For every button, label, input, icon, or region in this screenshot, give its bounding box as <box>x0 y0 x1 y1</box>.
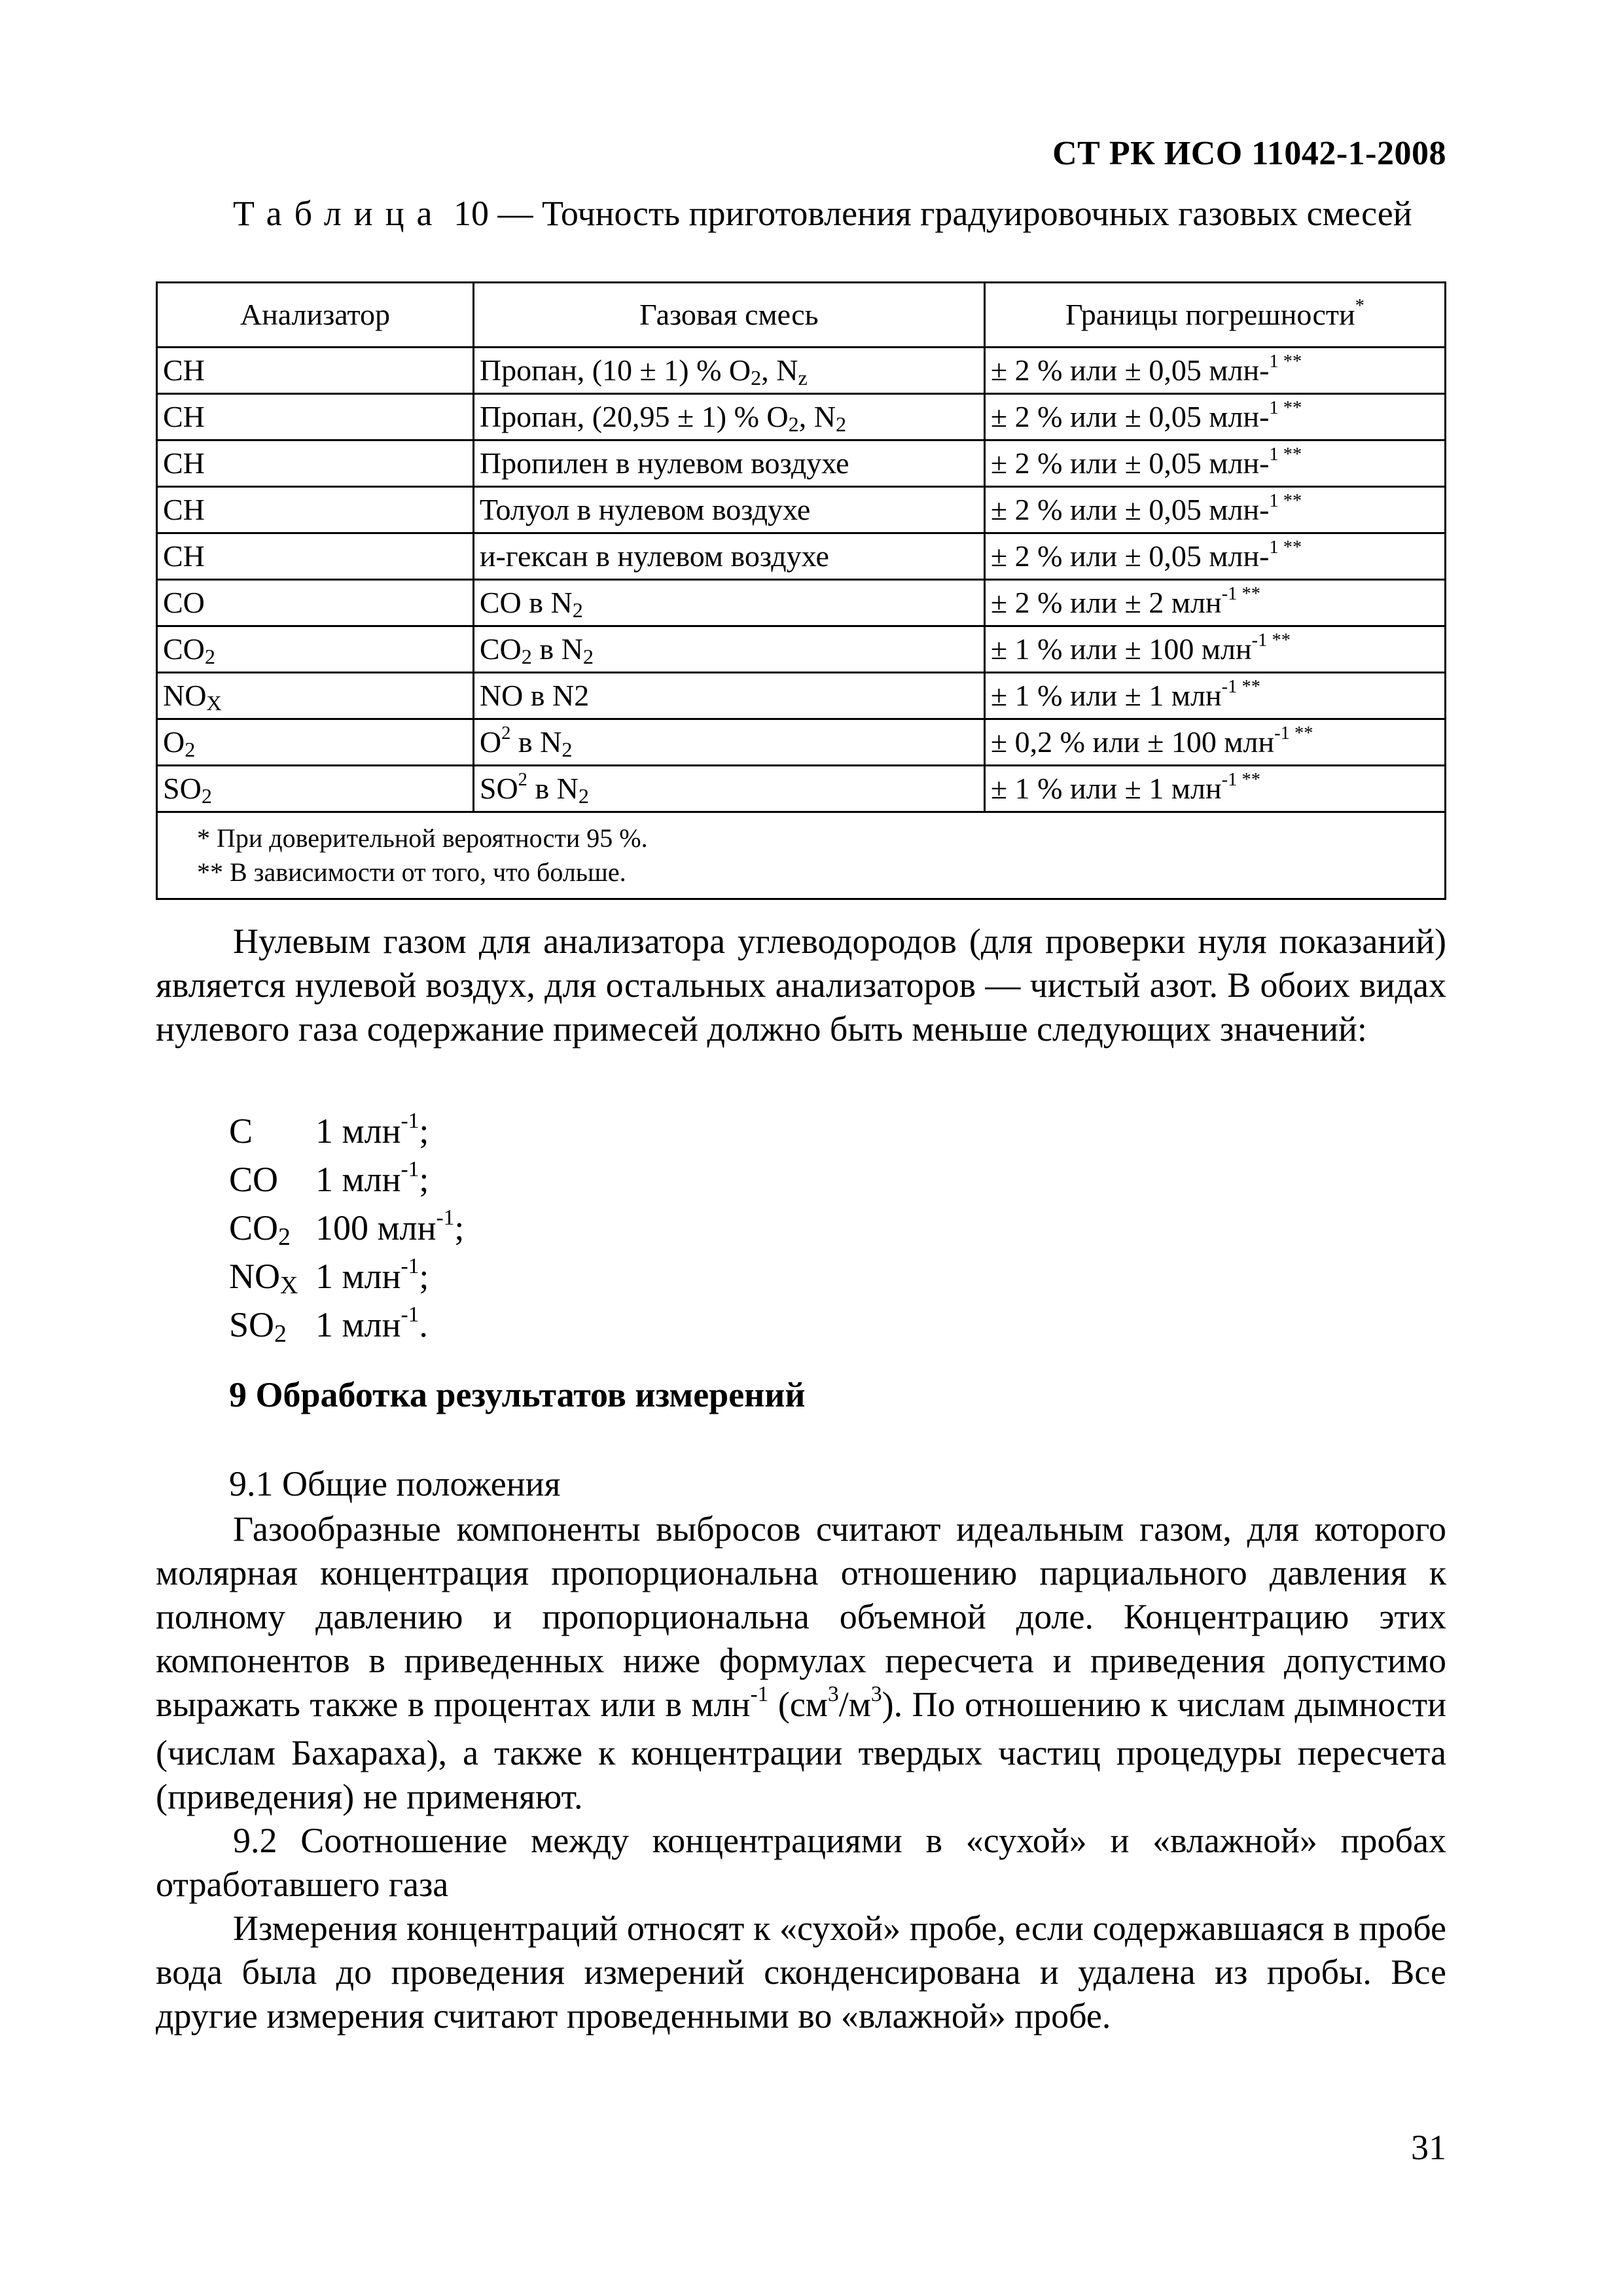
limit-value: 1 млн$^{-1}$. <box>315 1302 428 1344</box>
column-header-error-limits: Границы погрешности* <box>984 283 1445 348</box>
section-9-1-heading: 9.1 Общие положения <box>229 1464 561 1503</box>
error-limit-cell: ± 0,2 % или ± 100 млн$^{-1 **}$ <box>984 719 1445 766</box>
limit-value: 1 млн$^{-1}$; <box>315 1253 429 1296</box>
gas-mix-cell: CO в N2 <box>473 580 984 626</box>
table-caption-word: Таблица <box>233 194 445 233</box>
section-9-heading: 9 Обработка результатов измерений <box>229 1375 806 1414</box>
gas-mix-cell: Пропилен в нулевом воздухе <box>473 440 984 487</box>
table-row <box>157 394 1446 440</box>
component-name: NOX <box>229 1257 298 1300</box>
analyzer-cell: CH <box>157 533 474 580</box>
analyzer-cell: CO <box>157 580 474 626</box>
table-row <box>157 580 1446 626</box>
table-notes-row <box>157 812 1446 899</box>
limit-value: 1 млн$^{-1}$; <box>315 1108 429 1151</box>
impurity-limit-item <box>229 1158 464 1206</box>
table-row <box>157 626 1446 673</box>
gas-mix-cell: $O^2$ в N2 <box>473 719 984 766</box>
impurity-limit-item <box>229 1109 464 1158</box>
impurity-limits-list <box>229 1109 464 1352</box>
calibration-gas-table <box>156 281 1446 900</box>
gas-mix-cell: Толуол в нулевом воздухе <box>473 487 984 533</box>
impurity-limit-item <box>229 1303 464 1352</box>
limit-value: 100 млн$^{-1}$; <box>315 1205 465 1247</box>
component-name: C <box>229 1111 253 1151</box>
error-limit-cell: ± 2 % или ± 0,05 млн-$^{1 **}$ <box>984 348 1445 394</box>
error-limit-cell: ± 1 % или ± 100 млн$^{-1 **}$ <box>984 626 1445 673</box>
analyzer-cell: CH <box>157 394 474 440</box>
error-limit-cell: ± 2 % или ± 0,05 млн-$^{1 **}$ <box>984 533 1445 580</box>
analyzer-cell: CH <box>157 487 474 533</box>
gas-mix-cell: $SO^2$ в N2 <box>473 766 984 812</box>
column-header-analyzer: Анализатор <box>157 283 474 348</box>
gas-mix-cell: CO2 в N2 <box>473 626 984 673</box>
analyzer-cell: CO2 <box>157 626 474 673</box>
analyzer-cell: O2 <box>157 719 474 766</box>
zero-gas-paragraph: Нулевым газом для анализатора углеводородов (для проверки нуля показаний) является нулевой воздух, для остальных анализаторов — чистый азот. В обоих видах нулевого газа содержание примесей должно быть меньше следующих значений: <box>156 922 1446 1049</box>
impurity-limit-item <box>229 1206 464 1255</box>
error-limit-cell: ± 1 % или ± 1 млн$^{-1 **}$ <box>984 766 1445 812</box>
table-row <box>157 533 1446 580</box>
table-caption <box>156 190 1446 237</box>
table-caption-text: 10 — Точность приготовления градуировочных газовых смесей <box>444 194 1412 233</box>
error-limit-cell: ± 2 % или ± 2 млн$^{-1 **}$ <box>984 580 1445 626</box>
document-code: СТ РК ИСО 11042-1-2008 <box>1052 135 1446 172</box>
error-limit-cell: ± 1 % или ± 1 млн$^{-1 **}$ <box>984 673 1445 719</box>
table-row <box>157 766 1446 812</box>
table-note: ** В зависимости от того, что больше. <box>197 857 626 887</box>
analyzer-cell: CH <box>157 348 474 394</box>
table-row <box>157 719 1446 766</box>
error-limit-cell: ± 2 % или ± 0,05 млн-$^{1 **}$ <box>984 440 1445 487</box>
gas-mix-cell: Пропан, (10 ± 1) % O2, Nz <box>473 348 984 394</box>
gas-mix-cell: Пропан, (20,95 ± 1) % O2, N2 <box>473 394 984 440</box>
limit-value: 1 млн$^{-1}$; <box>315 1157 429 1199</box>
gas-mix-cell: и-гексан в нулевом воздухе <box>473 533 984 580</box>
page-number: 31 <box>1411 2128 1446 2167</box>
table-row <box>157 440 1446 487</box>
component-name: SO2 <box>229 1305 287 1348</box>
error-limit-cell: ± 2 % или ± 0,05 млн-$^{1 **}$ <box>984 394 1445 440</box>
gas-mix-cell: NO в N2 <box>473 673 984 719</box>
table-row <box>157 673 1446 719</box>
table-note: * При доверительной вероятности 95 %. <box>197 823 648 853</box>
component-name: CO <box>229 1160 279 1199</box>
error-limit-cell: ± 2 % или ± 0,05 млн-$^{1 **}$ <box>984 487 1445 533</box>
analyzer-cell: SO2 <box>157 766 474 812</box>
impurity-limit-item <box>229 1255 464 1303</box>
table-row <box>157 348 1446 394</box>
table-notes <box>157 812 1446 899</box>
component-name: CO2 <box>229 1208 291 1251</box>
analyzer-cell: CH <box>157 440 474 487</box>
section-9-2-text: Измерения концентраций относят к «сухой» пробе, если содержавшаяся в пробе вода была до проведения измерений сконденсирована и удалена из пробы. Все другие измерения считают проведенными во «влажной» пробе. <box>156 1909 1446 2036</box>
column-header-gas-mix: Газовая смесь <box>473 283 984 348</box>
analyzer-cell: NOX <box>157 673 474 719</box>
section-9-1-text: Газообразные компоненты выбросов считают идеальным газом, для которого молярная концентрация пропорциональна отношению парциального давления к полному давлению и пропорциональна объемной доле. Концентрацию этих компонентов в приведенных ниже формулах пересчета и приведения допустимо выражать также в процентах или в млн$^{-1}$ $(см^3/м^3)$. По отношению к числам дымности (числам Бахараха), а также к концентрации твердых частиц процедуры пересчета (приведения) не применяют. 9.2 Соотношение между концентрациями в «сухой» и «влажной» пробах отработавшего газа Измерения концентраций относят к «сухой» пробе, если содержавшаяся в пробе вода была до проведения измерений сконденсирована и удалена из пробы. Все другие измерения считают проведенными во «влажной» пробе. <box>156 1507 1446 2038</box>
section-9-2-heading: 9.2 Соотношение между концентрациями в «сухой» и «влажной» пробах отработавшего газа <box>156 1821 1446 1904</box>
table-header-row <box>157 283 1446 348</box>
table-row <box>157 487 1446 533</box>
